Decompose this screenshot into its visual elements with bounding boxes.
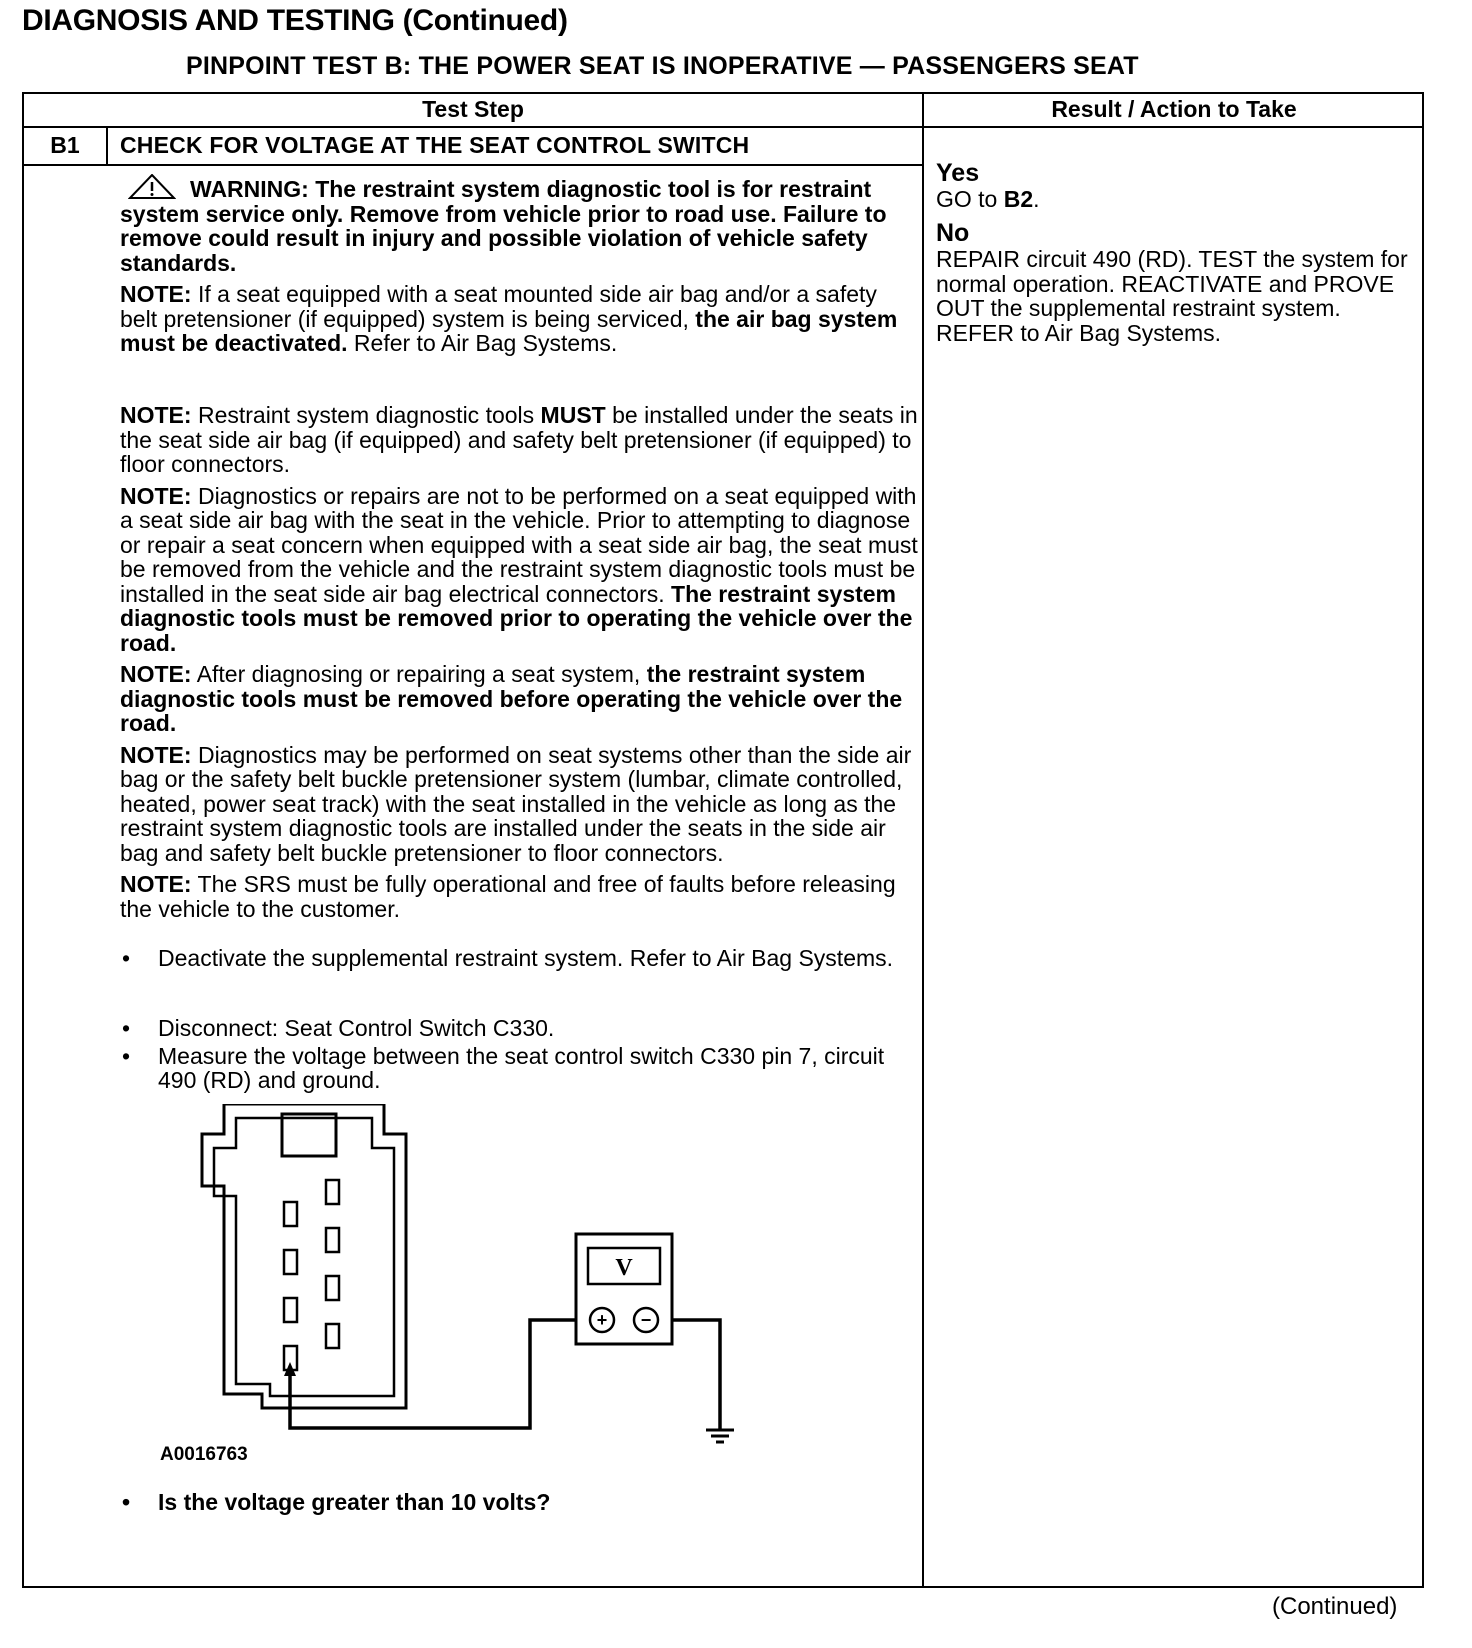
note-4 <box>120 662 920 736</box>
result-yes <box>936 160 1416 212</box>
header-divider <box>24 126 1422 128</box>
note-label: NOTE: <box>120 871 192 897</box>
instruction-list-2 <box>120 1016 920 1096</box>
note-4-text: After diagnosing or repairing a seat system, <box>196 661 641 687</box>
connector-pins <box>284 1180 339 1370</box>
warning-triangle-icon <box>128 174 176 200</box>
instruction-list-1 <box>120 946 920 974</box>
list-item: • Disconnect: Seat Control Switch C330. <box>120 1016 920 1041</box>
note-2-text-b: be installed under the seats in the seat side air bag (if equipped) and safety belt pretensioner (if equipped) to floor connectors. <box>120 402 918 477</box>
yes-action-target: B2 <box>1003 186 1034 212</box>
voltmeter <box>576 1234 672 1344</box>
yes-action <box>936 187 1416 212</box>
note-4-bold: the restraint system diagnostic tools must be removed before operating the vehicle over the road. <box>120 661 903 736</box>
note-5 <box>120 743 920 866</box>
pinpoint-test-title: PINPOINT TEST B: THE POWER SEAT IS INOPERATIVE — PASSENGERS SEAT <box>186 52 1139 80</box>
column-header-test-step: Test Step <box>422 96 524 122</box>
step-id: B1 <box>50 132 80 158</box>
note-3-bold: The restraint system diagnostic tools must be removed prior to operating the vehicle over the road. <box>120 580 913 656</box>
note-3 <box>120 484 920 656</box>
page-title: DIAGNOSIS AND TESTING (Continued) <box>22 4 568 37</box>
list-item: • Measure the voltage between the seat control switch C330 pin 7, circuit 490 (RD) and ground. <box>120 1044 920 1093</box>
note-6 <box>120 872 920 921</box>
step-id-divider <box>106 128 108 164</box>
question-list <box>120 1490 920 1518</box>
note-2 <box>120 403 920 477</box>
positive-terminal-label: + <box>596 1310 608 1330</box>
no-action: REPAIR circuit 490 (RD). TEST the system for normal operation. REACTIVATE and PROVE OUT the supplemental restraint system. REFER to Air Bag Systems. <box>936 246 1408 346</box>
column-header-result: Result / Action to Take <box>1051 96 1297 122</box>
result-no <box>936 220 1416 345</box>
warning-block <box>120 174 920 363</box>
column-divider <box>922 94 924 1586</box>
yes-action-prefix: GO to <box>936 186 998 212</box>
note-label: NOTE: <box>120 402 192 428</box>
no-label: No <box>936 219 970 247</box>
note-5-text: Diagnostics may be performed on seat systems other than the side air bag or the safety belt buckle pretensioner system (lumbar, climate controlled, heated, power seat track) with the seat installed in the vehicle as long as the restraint system diagnostic tools are installed under the seats in the side air bag and safety belt buckle pretensioner to floor connectors. <box>120 741 912 866</box>
yes-label: Yes <box>936 159 980 187</box>
note-label: NOTE: <box>120 482 192 509</box>
note-label: NOTE: <box>120 281 192 307</box>
notes-block <box>120 403 920 928</box>
continued-footer: (Continued) <box>1272 1593 1398 1620</box>
note-2-text: Restraint system diagnostic tools <box>197 402 535 428</box>
note-1-bold: the air bag system must be deactivated. <box>120 305 898 356</box>
step-title: CHECK FOR VOLTAGE AT THE SEAT CONTROL SWITCH <box>120 132 750 158</box>
list-item: • Deactivate the supplemental restraint system. Refer to Air Bag Systems. <box>120 946 920 971</box>
note-3-text: Diagnostics or repairs are not to be performed on a seat equipped with a seat side air bag with the seat in the vehicle. Prior to attempting to diagnose or repair a seat concern when equipped with a seat side air bag, the seat must be removed from the vehicle and the restraint system diagnostic tools must be installed in the seat side air bag electrical connectors. <box>120 482 918 607</box>
warning-text: WARNING: The restraint system diagnostic tool is for restraint system service only. Remove from vehicle prior to road use. Failure to remove could result in injury and possible violation of vehicle safety standards. <box>120 176 887 276</box>
note-1 <box>120 282 920 356</box>
note-6-text: The SRS must be fully operational and free of faults before releasing the vehicle to the customer. <box>120 871 896 922</box>
note-1-text: If a seat equipped with a seat mounted side air bag and/or a safety belt pretensioner (if equipped) system is being serviced, <box>120 281 877 332</box>
ground-symbol-icon <box>706 1430 734 1442</box>
warning-paragraph <box>120 174 920 275</box>
note-label: NOTE: <box>120 661 192 687</box>
voltmeter-label: V <box>615 1255 633 1281</box>
step-title-divider <box>24 164 922 166</box>
note-2-must: MUST <box>540 402 606 428</box>
connector-voltage-diagram <box>174 1104 754 1454</box>
test-question: • Is the voltage greater than 10 volts? <box>120 1490 920 1515</box>
figure-id: A0016763 <box>160 1444 248 1465</box>
negative-terminal-label: − <box>640 1310 652 1330</box>
test-table <box>22 92 1424 1588</box>
note-1-tail: Refer to Air Bag Systems. <box>353 330 618 356</box>
yes-action-suffix: . <box>1033 186 1040 212</box>
connector-c330-outline <box>202 1104 406 1408</box>
note-label: NOTE: <box>120 741 192 768</box>
